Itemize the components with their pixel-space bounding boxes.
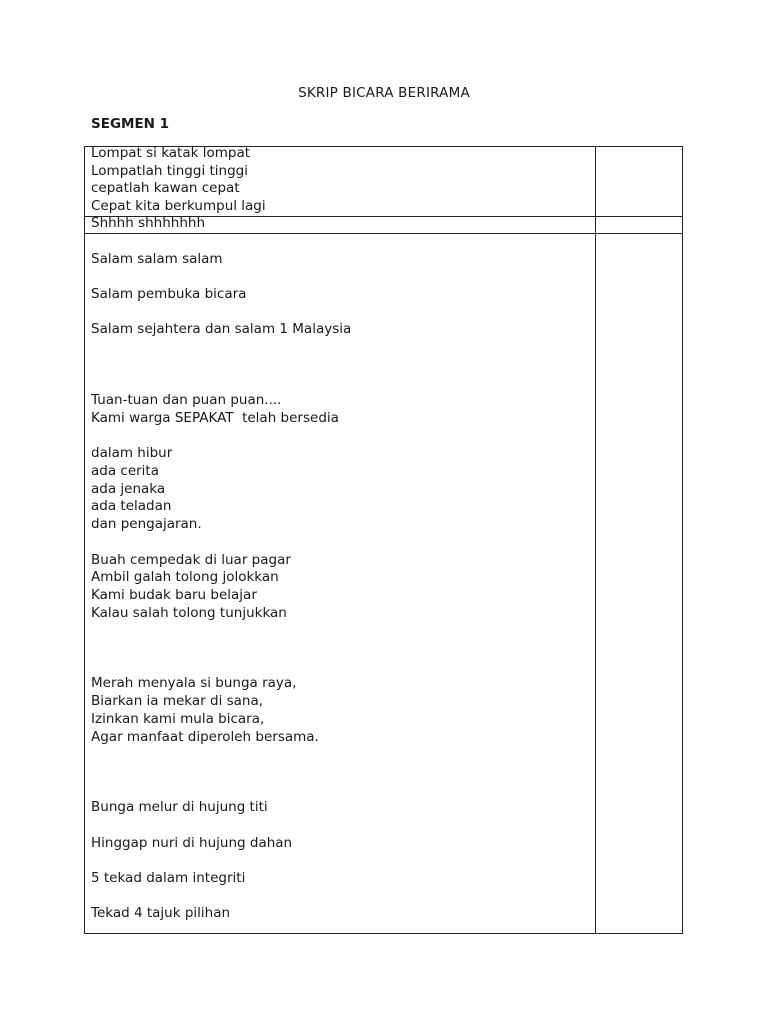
page-title: SKRIP BICARA BERIRAMA [298,85,470,101]
verse-line [91,658,351,676]
verse-line: Kalau salah tolong tunjukkan [91,604,287,621]
verse-line: Kami budak baru belajar [91,586,257,603]
verse-line: Hinggap nuri di hujung dahan [91,834,293,851]
column-divider [595,147,596,933]
verse-line: Salam pembuka bicara [91,286,247,303]
verse-line: Tuan-tuan dan puan puan.... [91,392,282,409]
verse-line: cepatlah kawan cepat [91,180,240,197]
verse-line-shush: Shhhh shhhhhhh [91,215,206,231]
verse-line: ada jenaka [91,480,166,497]
verse-line: ada cerita [91,463,160,480]
verse-line: Lompat si katak lompat [91,145,251,161]
verse-line [91,764,351,782]
verse-line [91,233,351,251]
verse-line [91,375,351,393]
verse-block-main [91,233,351,923]
verse-line: Salam salam salam [91,250,223,267]
verse-line [91,357,351,375]
verse-line [91,817,351,835]
verse-line [91,746,351,764]
verse-line: 5 tekad dalam integriti [91,870,246,887]
verse-line: Bunga melur di hujung titi [91,799,268,816]
verse-line [91,852,351,870]
verse-line: Kami warga SEPAKAT telah bersedia [91,409,339,426]
script-table [84,146,683,934]
verse-line [91,640,351,658]
verse-line: Biarkan ia mekar di sana, [91,693,264,710]
verse-line: Buah cempedak di luar pagar [91,551,291,568]
verse-line [91,782,351,800]
verse-line: Izinkan kami mula bicara, [91,710,265,727]
verse-line [91,622,351,640]
verse-line [91,268,351,286]
verse-line: Tekad 4 tajuk pilihan [91,905,231,922]
verse-line [91,888,351,906]
verse-line: dalam hibur [91,445,173,462]
verse-line: Cepat kita berkumpul lagi [91,198,266,215]
verse-line [91,534,351,552]
segment-heading: SEGMEN 1 [91,116,170,132]
verse-line [91,304,351,322]
verse-line [91,339,351,357]
verse-line: Merah menyala si bunga raya, [91,675,297,692]
verse-line [91,428,351,446]
verse-line: Ambil galah tolong jolokkan [91,569,279,586]
verse-line: Agar manfaat diperoleh bersama. [91,728,319,745]
verse-line: Lompatlah tinggi tinggi [91,162,248,179]
verse-line: ada teladan [91,498,172,515]
verse-line: Salam sejahtera dan salam 1 Malaysia [91,321,352,338]
verse-line: dan pengajaran. [91,516,202,533]
verse-block-opening [91,145,266,216]
